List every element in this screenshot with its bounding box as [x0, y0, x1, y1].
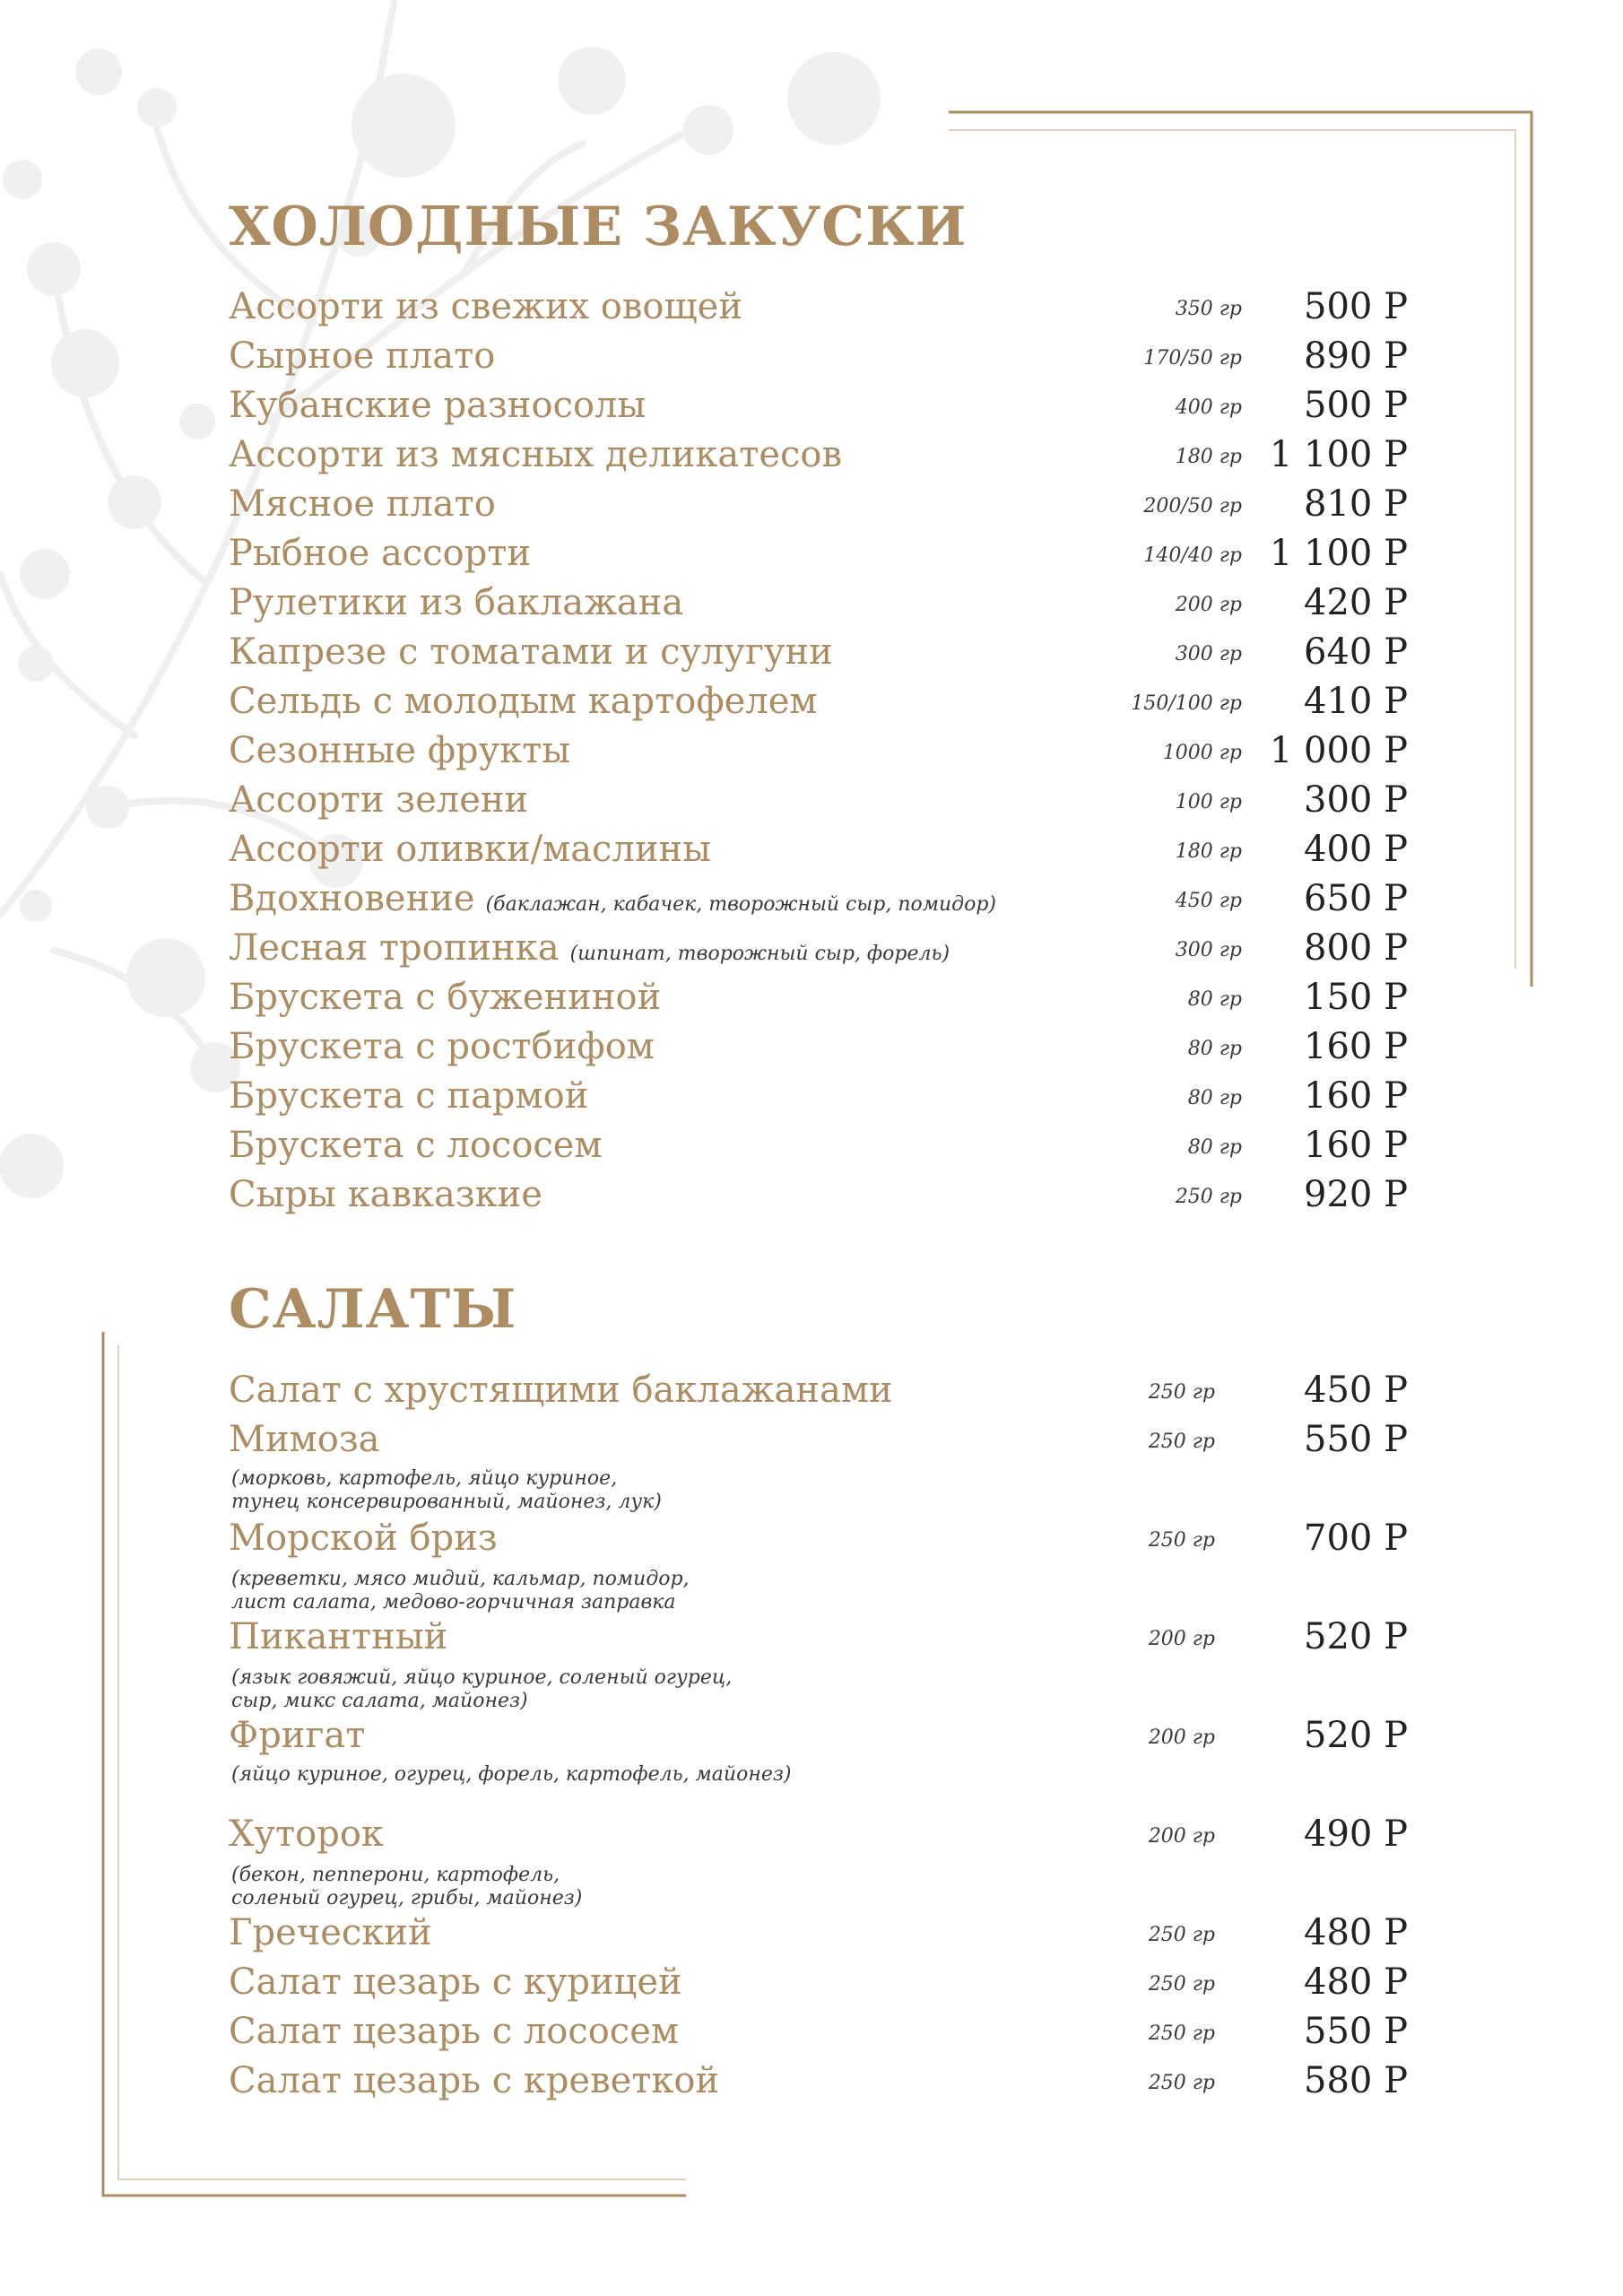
- item-name: [229, 726, 570, 776]
- menu-item: [0, 1613, 1623, 1662]
- menu-item: [0, 776, 1623, 825]
- item-name: [229, 1170, 542, 1220]
- menu-item: [0, 332, 1623, 381]
- item-name: [229, 924, 950, 978]
- menu-item: [0, 578, 1623, 628]
- menu-item: [0, 381, 1623, 430]
- menu-item: [0, 1909, 1623, 1958]
- description-line: сыр, микс салата, майонез): [231, 1690, 528, 1712]
- item-weight: 80 гр: [1187, 1136, 1242, 1159]
- item-title: Морской бриз: [229, 1518, 498, 1559]
- item-name: [229, 381, 646, 430]
- item-weight: 200 гр: [1148, 1825, 1215, 1848]
- item-weight: 250 гр: [1148, 1973, 1215, 1996]
- item-name: [229, 1072, 588, 1121]
- item-name: [229, 677, 818, 726]
- menu-item: [0, 1514, 1623, 1563]
- item-title: Сезонные фрукты: [229, 730, 571, 771]
- item-price: 580 Р: [1304, 2060, 1408, 2101]
- item-title: Салат цезарь с лососем: [229, 2011, 679, 2052]
- item-price: 1 100 Р: [1269, 434, 1408, 475]
- item-weight: 140/40 гр: [1143, 544, 1242, 567]
- description-line: (креветки, мясо мидий, кальмар, помидор,: [231, 1568, 690, 1590]
- item-weight: 250 гр: [1148, 1529, 1215, 1552]
- item-weight: 300 гр: [1175, 643, 1242, 665]
- item-price: 150 Р: [1304, 977, 1408, 1018]
- item-title: Брускета с ростбифом: [229, 1026, 655, 1067]
- item-title: Брускета с пармой: [229, 1075, 589, 1117]
- description-line: соленый огурец, грибы, майонез): [231, 1887, 583, 1909]
- menu-item: [0, 1072, 1623, 1121]
- item-weight: 250 гр: [1148, 1381, 1215, 1404]
- menu-item: [0, 1121, 1623, 1170]
- item-price: 520 Р: [1304, 1715, 1408, 1756]
- item-title: Ассорти зелени: [229, 779, 529, 821]
- menu-item: [0, 874, 1623, 924]
- item-name: [229, 529, 531, 578]
- item-weight: 250 гр: [1148, 2022, 1215, 2045]
- item-price: 500 Р: [1304, 385, 1408, 426]
- item-price: 490 Р: [1304, 1813, 1408, 1855]
- item-title: Вдохновение: [229, 878, 475, 919]
- item-price: 420 Р: [1304, 582, 1408, 623]
- item-weight: 350 гр: [1175, 298, 1242, 320]
- menu-item: [0, 1958, 1623, 2007]
- menu-item: [0, 924, 1623, 973]
- item-title: Лесная тропинка: [229, 927, 560, 969]
- item-price: 810 Р: [1304, 483, 1408, 525]
- description-line: (морковь, картофель, яйцо куриное,: [231, 1467, 618, 1490]
- item-name: [229, 874, 996, 929]
- item-name: [229, 1022, 655, 1072]
- item-name: [229, 973, 661, 1022]
- item-weight: 200 гр: [1148, 1726, 1215, 1749]
- menu-item: [0, 1022, 1623, 1072]
- item-note: (баклажан, кабачек, творожный сыр, помидор): [485, 893, 997, 916]
- item-title: Хуторок: [229, 1813, 384, 1855]
- item-name: [229, 283, 742, 332]
- item-description: [231, 1763, 877, 1787]
- item-price: 650 Р: [1304, 878, 1408, 919]
- item-title: Ассорти из мясных деликатесов: [229, 434, 843, 475]
- item-price: 800 Р: [1304, 927, 1408, 969]
- item-price: 550 Р: [1304, 1419, 1408, 1460]
- item-price: 450 Р: [1304, 1370, 1408, 1411]
- item-price: 890 Р: [1304, 335, 1408, 377]
- item-title: Сыры кавказкие: [229, 1174, 542, 1215]
- item-title: Салат цезарь с курицей: [229, 1961, 682, 2003]
- item-weight: 80 гр: [1187, 988, 1242, 1011]
- item-weight: 300 гр: [1175, 939, 1242, 961]
- menu-item: [0, 430, 1623, 480]
- cold-snacks-heading: ХОЛОДНЫЕ ЗАКУСКИ: [229, 196, 968, 258]
- item-weight: 250 гр: [1148, 1431, 1215, 1453]
- item-weight: 250 гр: [1148, 2072, 1215, 2094]
- item-weight: 400 гр: [1175, 396, 1242, 419]
- item-name: [229, 430, 842, 480]
- item-price: 1 000 Р: [1269, 730, 1408, 771]
- item-price: 300 Р: [1304, 779, 1408, 821]
- item-title: Брускета с лососем: [229, 1125, 603, 1166]
- item-name: [229, 332, 495, 381]
- description-line: (бекон, пепперони, картофель,: [231, 1864, 560, 1886]
- menu-item: [0, 1711, 1623, 1761]
- item-title: Брускета с бужениной: [229, 977, 662, 1018]
- item-title: Ассорти из свежих овощей: [229, 286, 743, 327]
- item-title: Рулетики из баклажана: [229, 582, 684, 623]
- menu-item: [0, 2007, 1623, 2057]
- description-line: (яйцо куриное, огурец, форель, картофель, майонез): [231, 1763, 792, 1786]
- item-weight: 180 гр: [1175, 840, 1242, 863]
- menu-item: [0, 973, 1623, 1022]
- menu-item: [0, 283, 1623, 332]
- item-name: [229, 1121, 603, 1170]
- item-title: Сельдь с молодым картофелем: [229, 681, 818, 722]
- menu-item: [0, 825, 1623, 874]
- menu-item: [0, 2057, 1623, 2106]
- item-title: Фригат: [229, 1715, 366, 1756]
- item-weight: 180 гр: [1175, 446, 1242, 468]
- item-title: Салат с хрустящими баклажанами: [229, 1370, 893, 1411]
- menu-item: [0, 628, 1623, 677]
- item-weight: 150/100 гр: [1131, 692, 1242, 715]
- item-title: Мимоза: [229, 1419, 380, 1460]
- description-line: тунец консервированный, майонез, лук): [231, 1491, 662, 1513]
- item-weight: 200 гр: [1175, 594, 1242, 616]
- item-price: 400 Р: [1304, 829, 1408, 870]
- item-price: 410 Р: [1304, 681, 1408, 722]
- item-title: Греческий: [229, 1912, 432, 1953]
- item-name: [229, 825, 711, 874]
- item-price: 160 Р: [1304, 1026, 1408, 1067]
- item-price: 500 Р: [1304, 286, 1408, 327]
- item-price: 160 Р: [1304, 1075, 1408, 1117]
- item-description: [231, 1568, 877, 1614]
- item-price: 550 Р: [1304, 2011, 1408, 2052]
- item-title: Салат цезарь с креветкой: [229, 2060, 720, 2101]
- item-name: [229, 776, 528, 825]
- item-description: [231, 1467, 877, 1514]
- item-weight: 250 гр: [1175, 1186, 1242, 1208]
- menu-item: [0, 529, 1623, 578]
- menu-item: [0, 1810, 1623, 1859]
- item-price: 520 Р: [1304, 1616, 1408, 1657]
- item-note: (шпинат, творожный сыр, форель): [569, 943, 950, 965]
- menu-item: [0, 480, 1623, 529]
- item-price: 920 Р: [1304, 1174, 1408, 1215]
- item-name: [229, 578, 683, 628]
- item-description: [231, 1666, 877, 1713]
- item-weight: 80 гр: [1187, 1087, 1242, 1109]
- menu-item: [0, 726, 1623, 776]
- menu-item: [0, 677, 1623, 726]
- item-name: [229, 480, 496, 529]
- menu-item: [0, 1170, 1623, 1220]
- item-title: Рыбное ассорти: [229, 533, 532, 574]
- menu-item: [0, 1366, 1623, 1415]
- item-weight: 250 гр: [1148, 1924, 1215, 1946]
- item-name: [229, 628, 833, 677]
- item-title: Капрезе с томатами и сулугуни: [229, 631, 833, 673]
- item-weight: 200/50 гр: [1143, 495, 1242, 517]
- item-weight: 450 гр: [1175, 890, 1242, 912]
- item-title: Пикантный: [229, 1616, 448, 1657]
- menu-item: [0, 1415, 1623, 1465]
- item-title: Ассорти оливки/маслины: [229, 829, 712, 870]
- item-weight: 100 гр: [1175, 791, 1242, 813]
- item-title: Кубанские разносолы: [229, 385, 647, 426]
- item-weight: 1000 гр: [1162, 742, 1242, 764]
- item-price: 700 Р: [1304, 1518, 1408, 1559]
- item-price: 640 Р: [1304, 631, 1408, 673]
- item-description: [231, 1864, 877, 1910]
- description-line: лист салата, медово-горчичная заправка: [231, 1591, 676, 1613]
- item-price: 160 Р: [1304, 1125, 1408, 1166]
- item-title: Сырное плато: [229, 335, 496, 377]
- item-weight: 170/50 гр: [1143, 347, 1242, 370]
- item-price: 480 Р: [1304, 1912, 1408, 1953]
- description-line: (язык говяжий, яйцо куриное, соленый огурец,: [231, 1666, 733, 1689]
- item-title: Мясное плато: [229, 483, 496, 525]
- item-weight: 80 гр: [1187, 1038, 1242, 1060]
- item-price: 480 Р: [1304, 1961, 1408, 2003]
- item-price: 1 100 Р: [1269, 533, 1408, 574]
- salads-heading: САЛАТЫ: [229, 1278, 517, 1341]
- item-weight: 200 гр: [1148, 1628, 1215, 1650]
